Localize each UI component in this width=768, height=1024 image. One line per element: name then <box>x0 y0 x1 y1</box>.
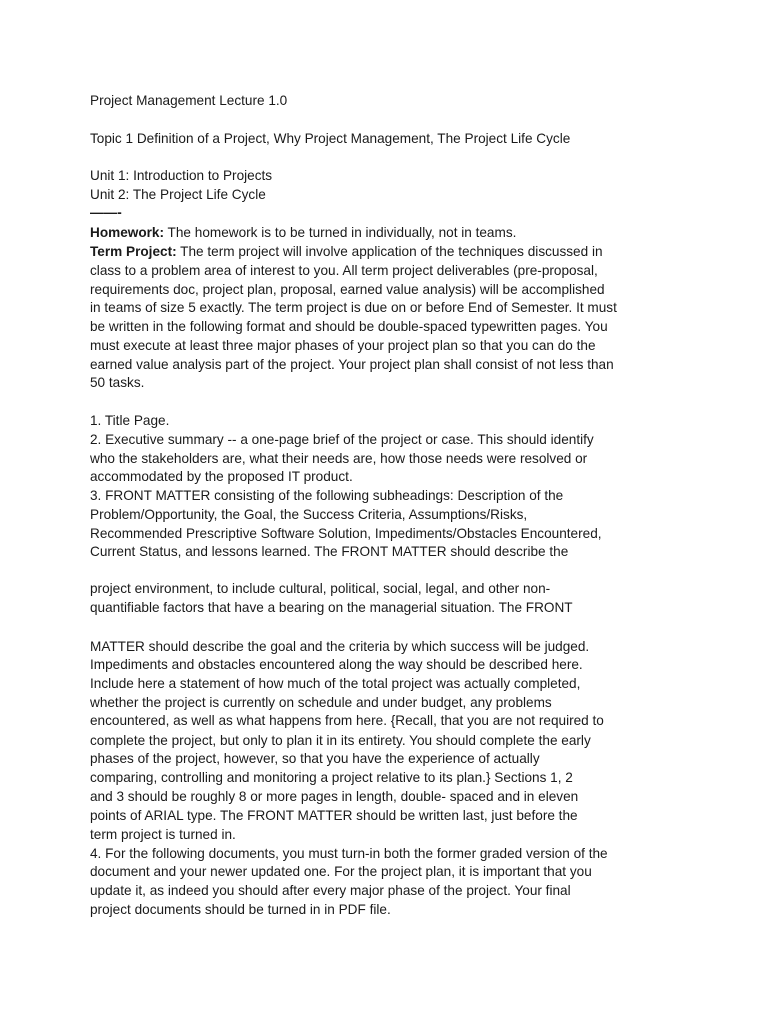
term-project-label: Term Project: <box>90 244 177 259</box>
list-line: and 3 should be roughly 8 or more pages in length, double- spaced and in eleven <box>90 789 579 804</box>
homework-paragraph <box>90 224 516 242</box>
topic-heading: Topic 1 Definition of a Project, Why Project Management, The Project Life Cycle <box>90 131 571 146</box>
list-line: term project is turned in. <box>90 827 236 842</box>
term-project-line: earned value analysis part of the project. Your project plan shall consist of not less than <box>90 357 614 372</box>
unit-2-line: Unit 2: The Project Life Cycle <box>90 187 266 202</box>
term-project-first-line <box>90 243 603 261</box>
list-line: document and your newer updated one. For the project plan, it is important that you <box>90 864 592 879</box>
list-line: update it, as indeed you should after every major phase of the project. Your final <box>90 883 571 898</box>
list-line: phases of the project, however, so that you have the experience of actually <box>90 751 540 766</box>
list-line: quantifiable factors that have a bearing on the managerial situation. The FRONT <box>90 600 573 615</box>
term-project-line: must execute at least three major phases of your project plan so that you can do the <box>90 338 596 353</box>
list-line: complete the project, but only to plan it in its entirety. You should complete the early <box>90 733 591 748</box>
list-line: whether the project is currently on schedule and under budget, any problems <box>90 695 552 710</box>
term-project-line: be written in the following format and should be double-spaced typewritten pages. You <box>90 319 608 334</box>
list-line: accommodated by the proposed IT product. <box>90 469 353 484</box>
list-line: 1. Title Page. <box>90 413 170 428</box>
list-line: 4. For the following documents, you must turn-in both the former graded version of the <box>90 846 608 861</box>
term-project-line: requirements doc, project plan, proposal, earned value analysis) will be accomplished <box>90 282 605 297</box>
list-line: who the stakeholders are, what their needs are, how those needs were resolved or <box>90 451 588 466</box>
homework-text: The homework is to be turned in individually, not in teams. <box>164 225 517 240</box>
list-line: project documents should be turned in in PDF file. <box>90 902 391 917</box>
term-project-line: in teams of size 5 exactly. The term project is due on or before End of Semester. It must <box>90 300 617 315</box>
list-line: Include here a statement of how much of the total project was actually completed, <box>90 676 581 691</box>
term-project-line: 50 tasks. <box>90 375 145 390</box>
list-line: comparing, controlling and monitoring a project relative to its plan.} Sections 1, 2 <box>90 770 573 785</box>
list-line: Impediments and obstacles encountered along the way should be described here. <box>90 657 583 672</box>
list-line: Recommended Prescriptive Software Solution, Impediments/Obstacles Encountered, <box>90 526 602 541</box>
list-line: project environment, to include cultural, political, social, legal, and other non- <box>90 581 551 596</box>
list-line: MATTER should describe the goal and the criteria by which success will be judged. <box>90 639 590 654</box>
term-project-first-text: The term project will involve application of the techniques discussed in <box>176 244 603 259</box>
term-project-line: class to a problem area of interest to you. All term project deliverables (pre-proposal, <box>90 263 598 278</box>
unit-1-line: Unit 1: Introduction to Projects <box>90 168 273 183</box>
list-line: Current Status, and lessons learned. The FRONT MATTER should describe the <box>90 544 569 559</box>
document-title: Project Management Lecture 1.0 <box>90 93 288 108</box>
list-line: encountered, as well as what happens from here. {Recall, that you are not required to <box>90 713 604 728</box>
list-line: points of ARIAL type. The FRONT MATTER should be written last, just before the <box>90 808 578 823</box>
divider-text: ——- <box>90 205 122 220</box>
list-line: Problem/Opportunity, the Goal, the Success Criteria, Assumptions/Risks, <box>90 507 528 522</box>
list-line: 3. FRONT MATTER consisting of the following subheadings: Description of the <box>90 488 564 503</box>
homework-label: Homework: <box>90 225 165 240</box>
list-line: 2. Executive summary -- a one-page brief of the project or case. This should identify <box>90 432 594 447</box>
